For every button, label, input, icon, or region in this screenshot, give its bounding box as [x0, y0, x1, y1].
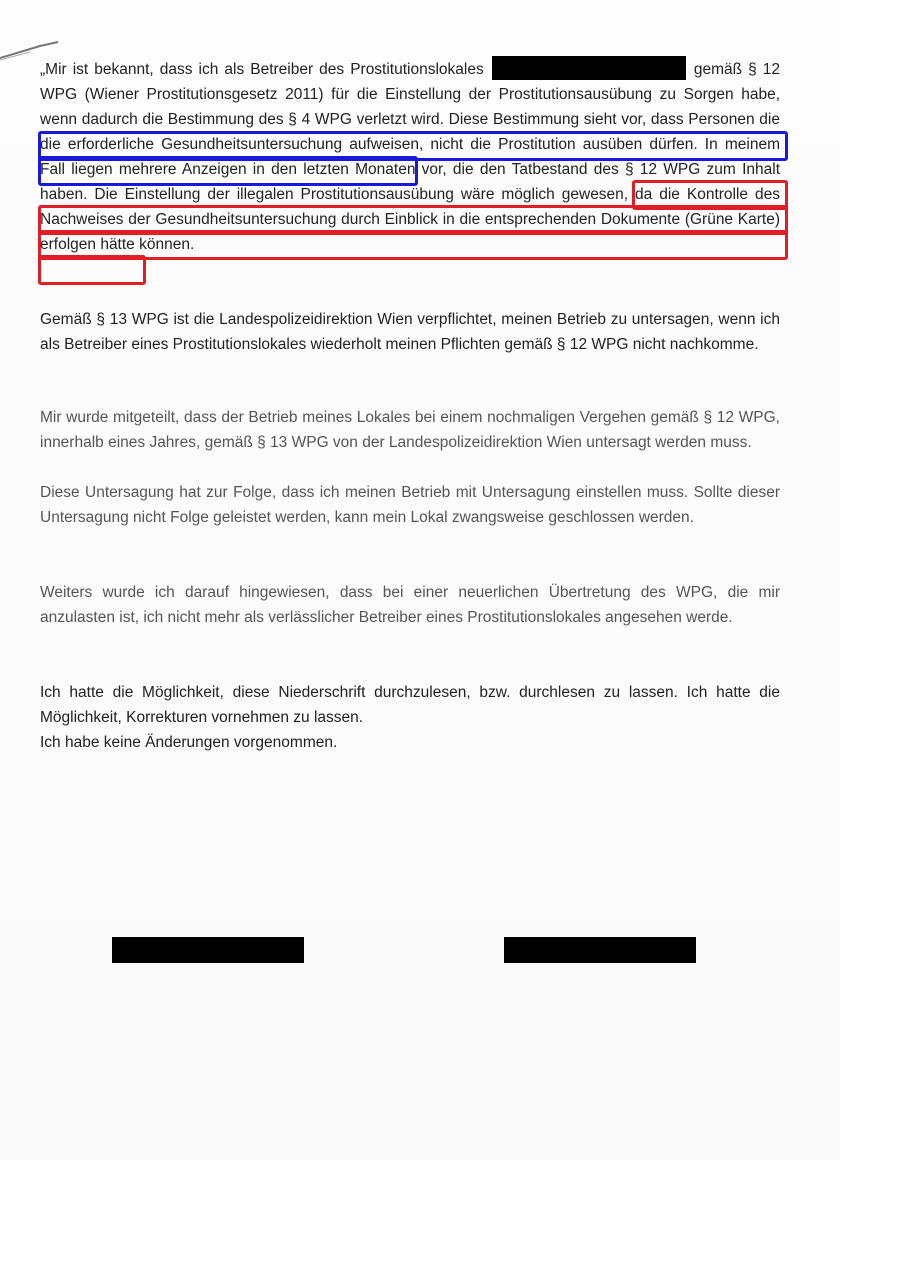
- acknowledgement-line2: Ich habe keine Änderungen vorgenommen.: [40, 734, 338, 751]
- redacted-signature-left: [112, 937, 304, 963]
- blue-highlight-box-line2: [38, 156, 418, 186]
- declaration-law-reference: gemäß § 12 WPG (Wiener Prostitutionsgesetz 2011) für die Einstellung der Prostitutionsausübung zu Sorgen habe, wenn dadurch die Bestimmung des § 4 WPG verletzt wird.: [40, 61, 781, 128]
- red-highlight-box-line4: [38, 255, 146, 285]
- red-highlight-box-line3: [38, 230, 788, 260]
- paragraph-reliability: Weiters wurde ich darauf hingewiesen, dass bei einer neuerlichen Übertretung des WPG, die mir anzulasten ist, ich nicht mehr als verlässlicher Betreiber eines Prostitutionslokales angesehen werde.: [40, 584, 780, 626]
- acknowledgement-line1: Ich hatte die Möglichkeit, diese Niederschrift durchzulesen, bzw. durchlesen zu lassen. Ich hatte die Möglichkeit, Korrekturen vornehmen zu lassen.: [40, 684, 780, 726]
- paragraph-section-13: Gemäß § 13 WPG ist die Landespolizeidirektion Wien verpflichtet, meinen Betrieb zu untersagen, wenn ich als Betreiber eines Prostitutionslokales wiederholt meinen Pflichten gemäß § 12 WPG nicht nachkomme.: [40, 311, 780, 353]
- paragraph-acknowledgement: [40, 680, 780, 755]
- complaints-text: In meinem Fall liegen mehrere Anzeigen in den letzten Monaten vor, die den Tatbestand des § 12 WPG zum Inhalt haben.: [40, 136, 780, 203]
- paragraph-notice: Mir wurde mitgeteilt, dass der Betrieb meines Lokales bei einem nochmaligen Vergehen gemäß § 12 WPG, innerhalb eines Jahres, gemäß § 13 WPG von der Landespolizeidirektion Wien untersagt werden muss.: [40, 409, 780, 451]
- redacted-signature-right: [504, 937, 696, 963]
- highlighted-enforcement-text: Die Einstellung der illegalen Prostitutionsausübung wäre möglich gewesen, da die Kontrolle des Nachweises der Gesundheitsuntersuchung durch Einblick in die entsprechenden Dokumente (Grüne Karte) erfolgen hätte können.: [40, 186, 780, 253]
- paragraph-consequence: Diese Untersagung hat zur Folge, dass ich meinen Betrieb mit Untersagung einstellen muss. Sollte dieser Untersagung nicht Folge geleistet werden, kann mein Lokal zwangsweise geschlossen werden.: [40, 484, 780, 526]
- highlighted-provision-text: Diese Bestimmung sieht vor, dass Personen die die erforderliche Gesundheitsuntersuchung aufweisen, nicht die Prostitution ausüben dürfen.: [40, 111, 780, 153]
- declaration-intro: „Mir ist bekannt, dass ich als Betreiber des Prostitutionslokales: [40, 61, 484, 78]
- redacted-venue-name: [492, 56, 686, 80]
